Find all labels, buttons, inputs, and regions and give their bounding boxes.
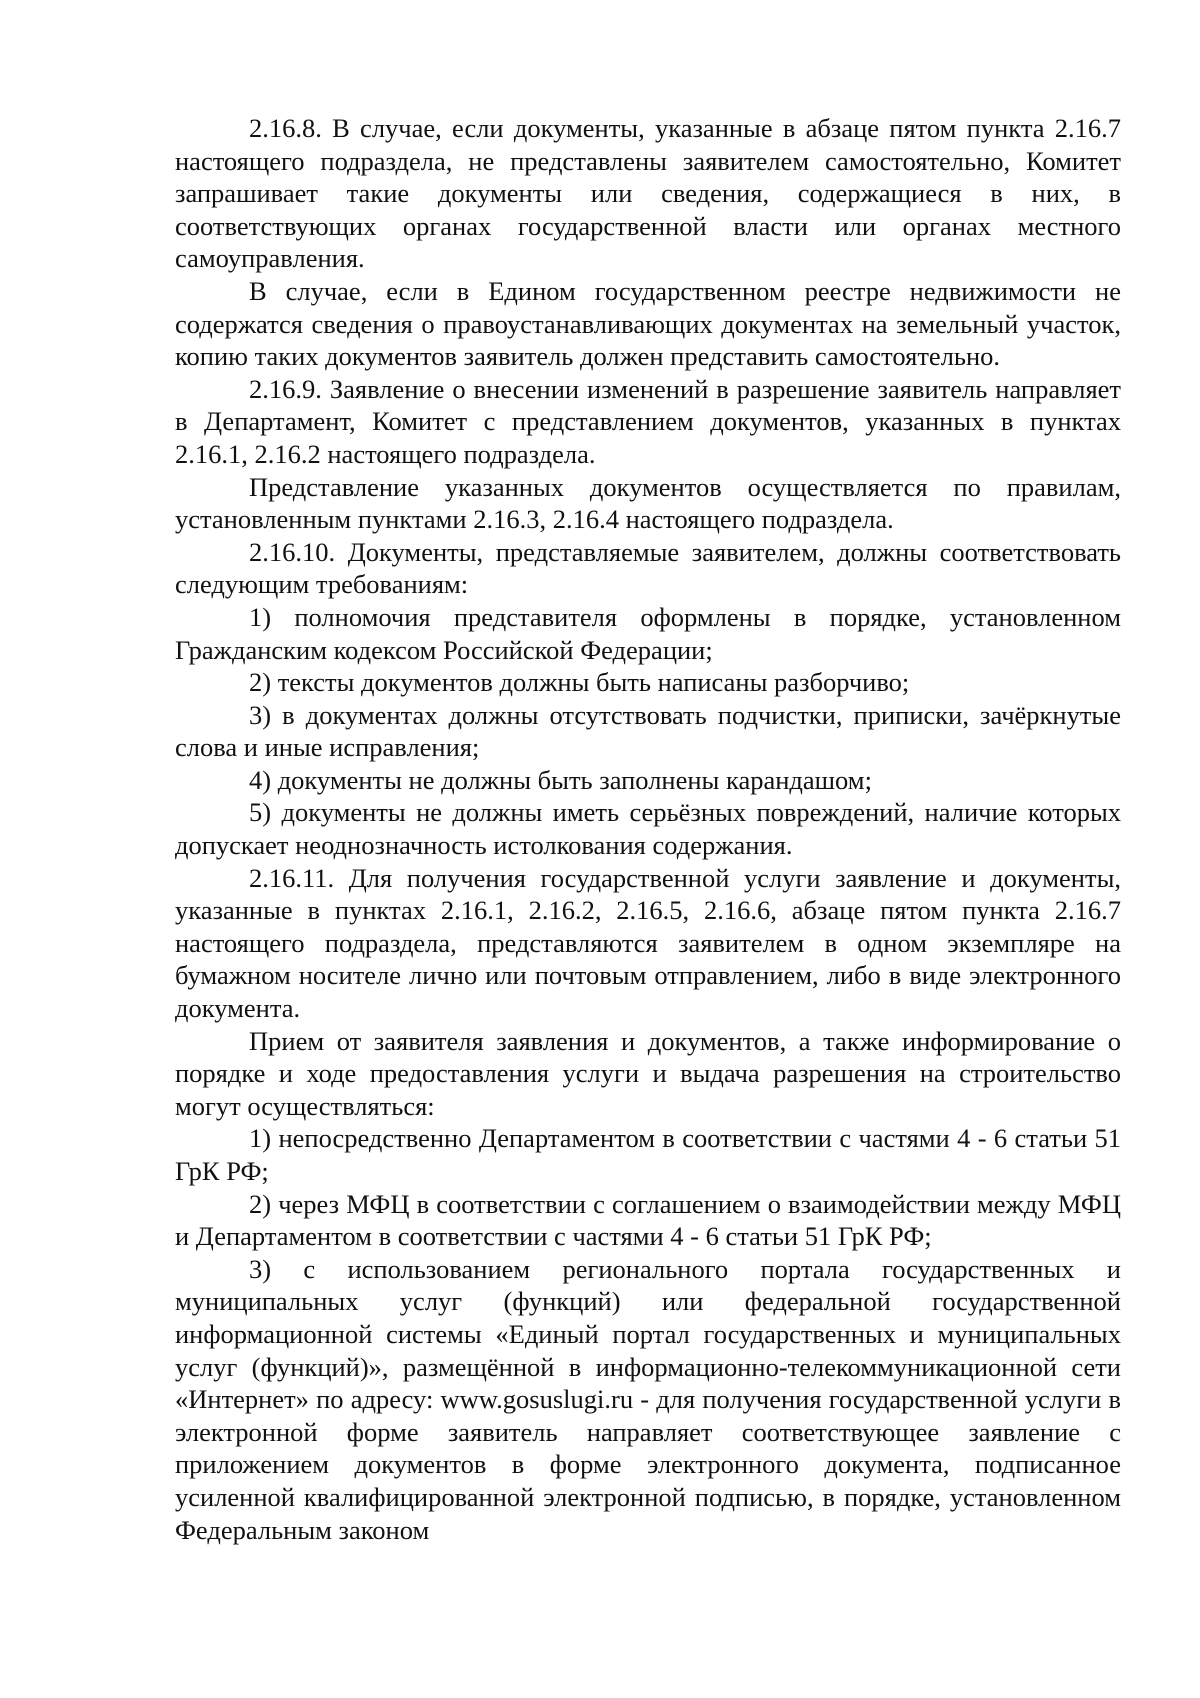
list-item-requirement-5: 5) документы не должны иметь серьёзных повреждений, наличие которых допускает неоднозначность истолкования содержания. [175,797,1121,861]
paragraph-2-16-10: 2.16.10. Документы, представляемые заявителем, должны соответствовать следующим требованиям: [175,536,1121,600]
paragraph-2-16-9: 2.16.9. Заявление о внесении изменений в разрешение заявитель направляет в Департамент, Комитет с представлением документов, указанных в пунктах 2.16.1, 2.16.2 настоящего подраздела. [175,373,1121,469]
paragraph-submission-rules: Представление указанных документов осуществляется по правилам, установленным пунктами 2.16.3, 2.16.4 настоящего подраздела. [175,471,1121,535]
paragraph-reception-methods: Прием от заявителя заявления и документов, а также информирование о порядке и ходе предоставления услуги и выдача разрешения на строительство могут осуществляться: [175,1025,1121,1121]
list-item-requirement-2: 2) тексты документов должны быть написаны разборчиво; [249,667,910,698]
paragraph-egrn-note: В случае, если в Едином государственном реестре недвижимости не содержатся сведения о правоустанавливающих документах на земельный участок, копию таких документов заявитель должен представить самостоятельно. [175,275,1121,372]
list-item-requirement-1: 1) полномочия представителя оформлены в порядке, установленном Гражданским кодексом Российской Федерации; [175,601,1121,665]
paragraph-2-16-11: 2.16.11. Для получения государственной услуги заявление и документы, указанные в пунктах 2.16.1, 2.16.2, 2.16.5, 2.16.6, абзаце пятом пункта 2.16.7 настоящего подраздела, представляются заявителем в одном экземпляре на бумажном носителе лично или почтовым отправлением, либо в виде электронного документа. [175,862,1121,1024]
list-item-method-3: 3) с использованием регионального портала государственных и муниципальных услуг (функций) или федеральной государственной информационной системы «Единый портал государственных и муниципальных услуг (функций)», размещённой в информационно-телекоммуникационной сети «Интернет» по адресу: www.gosuslugi.ru - для получения государственной услуги в электронной форме заявитель направляет соответствующее заявление с приложением документов в форме электронного документа, подписанное усиленной квалифицированной электронной подписью, в порядке, установленном Федеральным законом [175,1253,1121,1545]
list-item-method-1: 1) непосредственно Департаментом в соответствии с частями 4 - 6 статьи 51 ГрК РФ; [175,1123,1121,1186]
list-item-method-2: 2) через МФЦ в соответствии с соглашением о взаимодействии между МФЦ и Департаментом в соответствии с частями 4 - 6 статьи 51 ГрК РФ; [175,1188,1121,1252]
paragraph-2-16-8: 2.16.8. В случае, если документы, указанные в абзаце пятом пункта 2.16.7 настоящего подраздела, не представлены заявителем самостоятельно, Комитет запрашивает такие документы или сведения, содержащиеся в них, в соответствующих органах государственной власти или органах местного самоуправления. [175,113,1121,274]
list-item-requirement-3: 3) в документах должны отсутствовать подчистки, приписки, зачёркнутые слова и иные исправления; [175,699,1121,763]
list-item-requirement-4: 4) документы не должны быть заполнены карандашом; [249,764,872,795]
document-page [175,112,1121,1546]
